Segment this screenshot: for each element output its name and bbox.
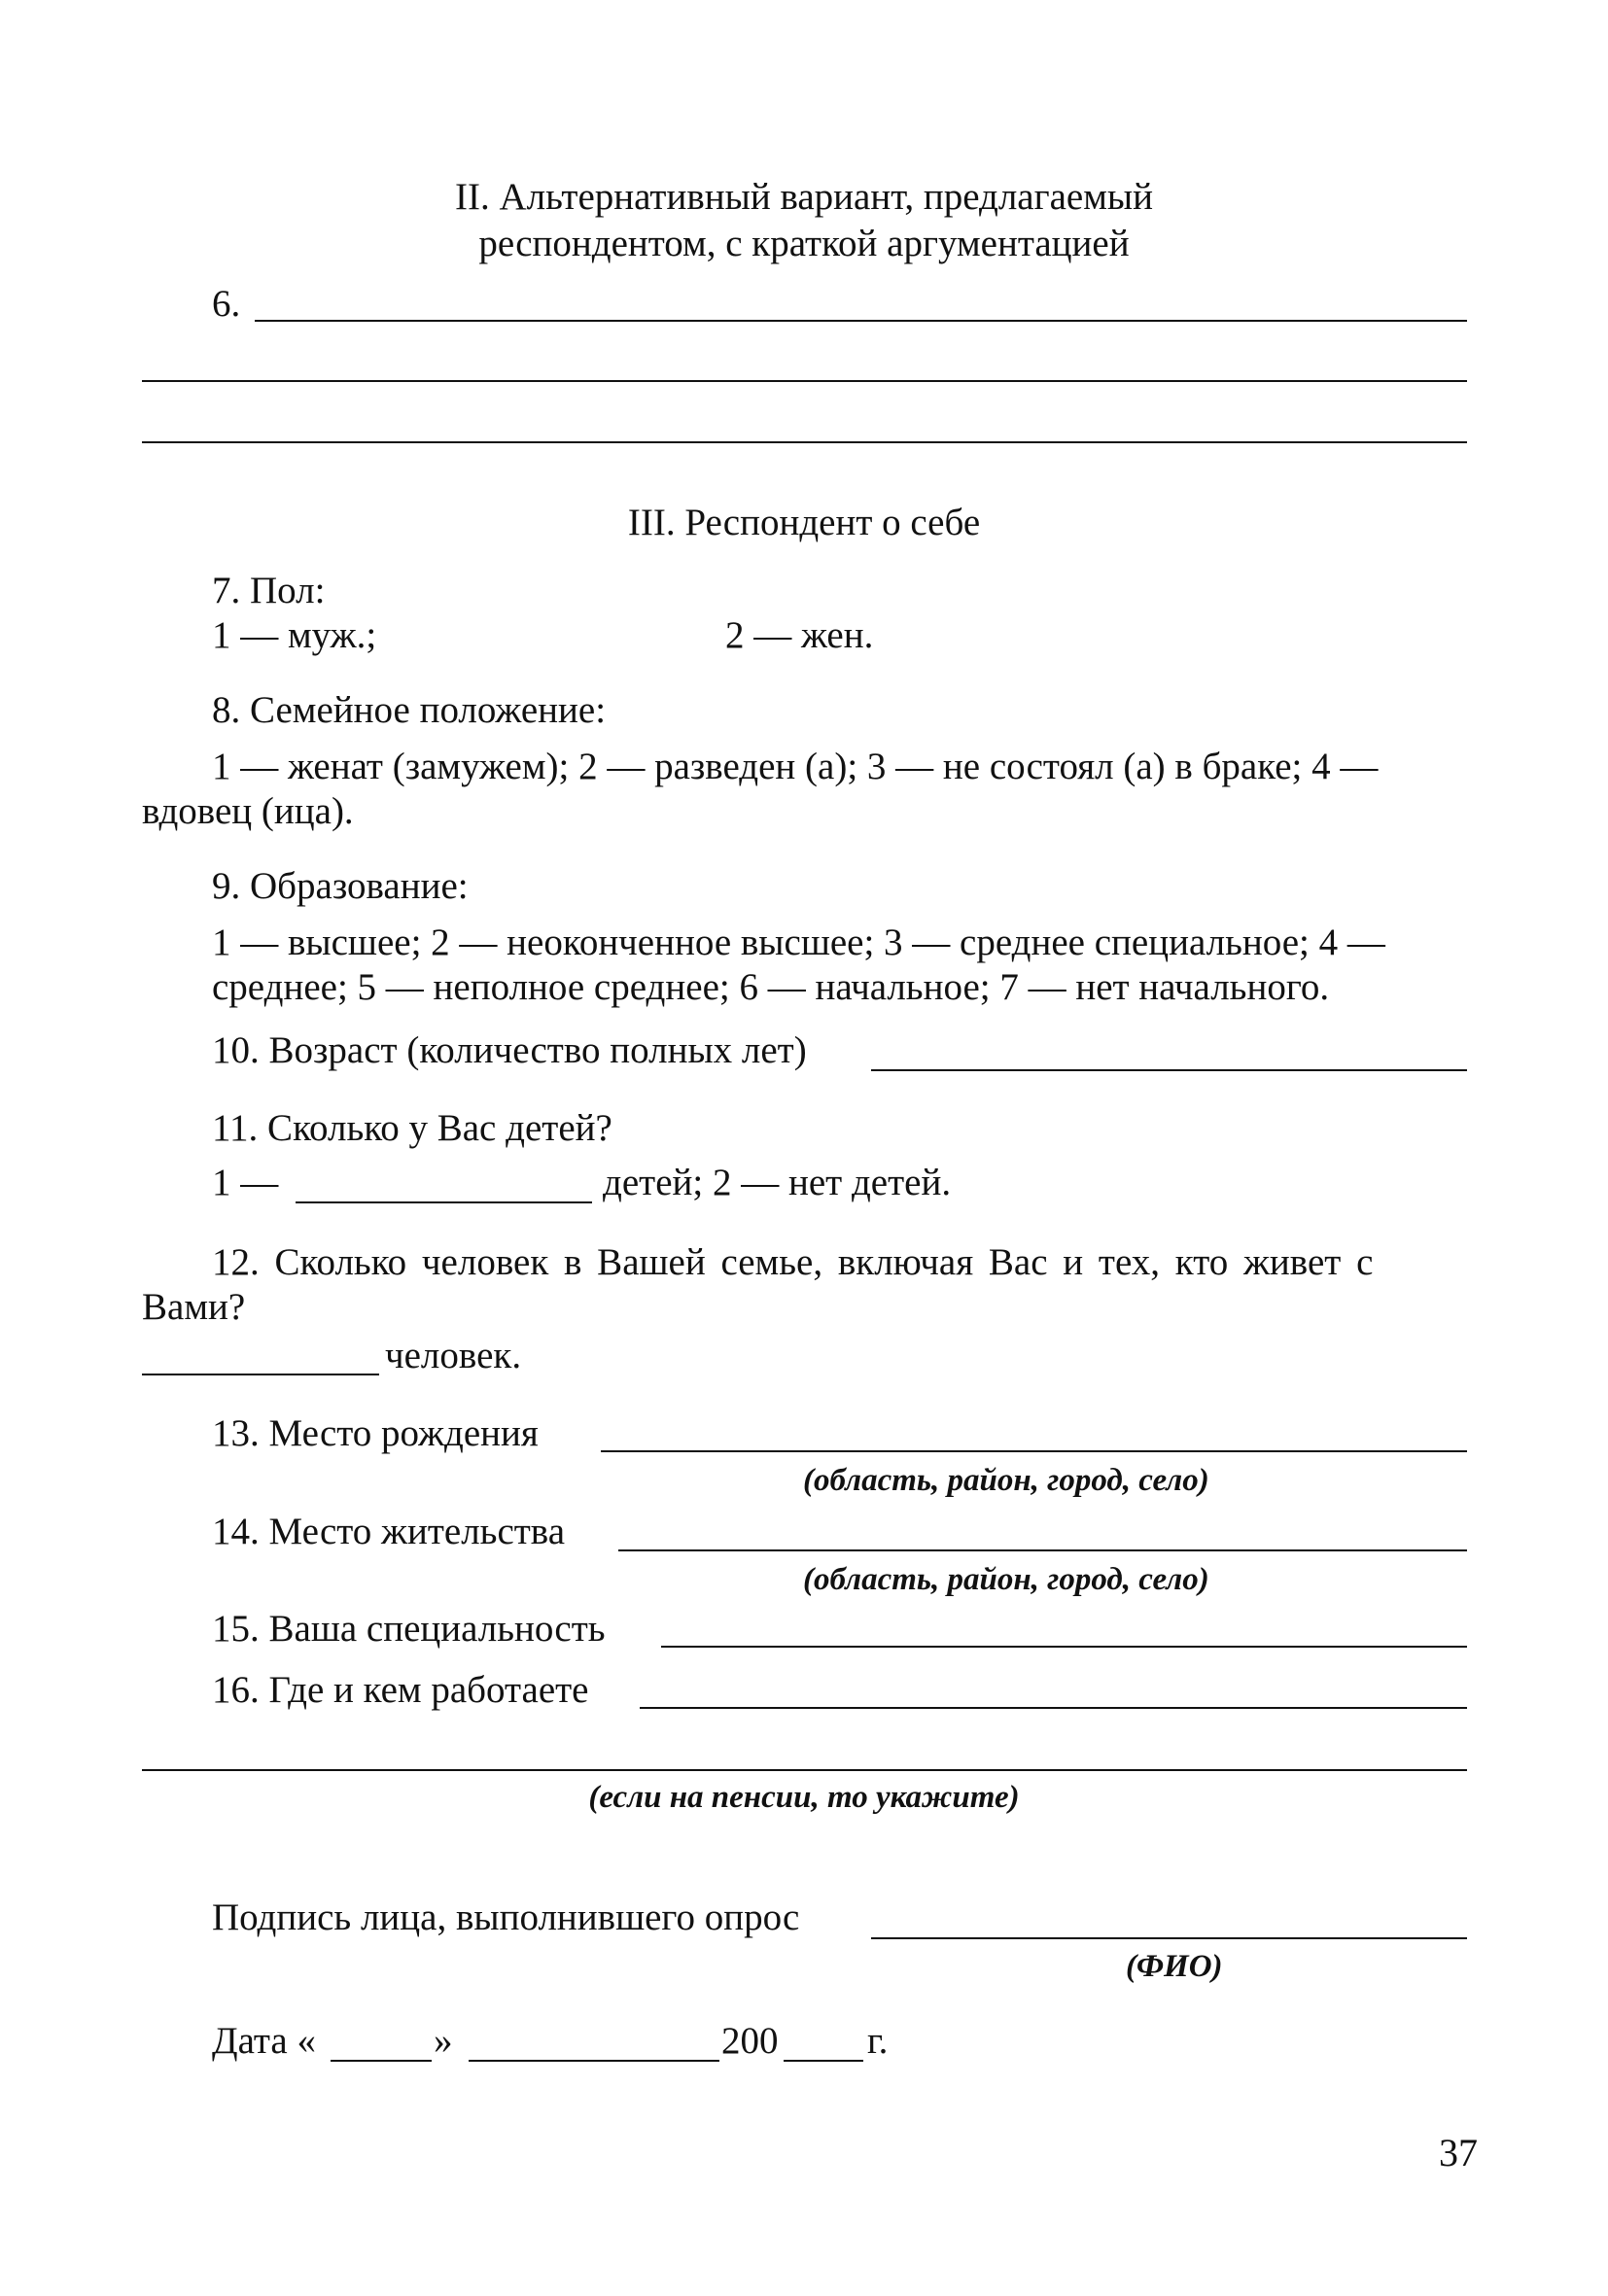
q11-children-count-field[interactable] xyxy=(296,1201,592,1203)
q10-label: 10. Возраст (количество полных лет) xyxy=(212,1029,807,1071)
q14-label: 14. Место жительства xyxy=(212,1511,566,1552)
section-2-title-line-1: II. Альтернативный вариант, предлагаемый xyxy=(455,176,1153,218)
q12-family-size-field[interactable] xyxy=(142,1374,379,1375)
q6-label: 6. xyxy=(212,283,241,325)
q9-options-line-1: 1 — высшее; 2 — неоконченное высшее; 3 — среднее специальное; 4 — xyxy=(212,922,1385,963)
section-3-title: III. Респондент о себе xyxy=(627,502,981,543)
q6-answer-line-1[interactable] xyxy=(255,320,1467,322)
q13-birthplace-field[interactable] xyxy=(601,1450,1467,1452)
section-2-title-line-2: респондентом, с краткой аргументацией xyxy=(478,223,1130,264)
date-label: Дата « xyxy=(212,2020,316,2062)
q7-option-female[interactable]: 2 — жен. xyxy=(725,614,874,656)
q11-option-suffix: детей; 2 — нет детей. xyxy=(603,1162,952,1203)
date-month-field[interactable] xyxy=(469,2060,719,2062)
date-quote-close: » xyxy=(434,2020,453,2062)
signature-field[interactable] xyxy=(871,1937,1467,1939)
signature-hint: (ФИО) xyxy=(1126,1949,1223,1984)
q7-label: 7. Пол: xyxy=(212,570,326,611)
q10-age-field[interactable] xyxy=(871,1069,1467,1071)
q11-option-prefix: 1 — xyxy=(212,1162,279,1203)
q15-label: 15. Ваша специальность xyxy=(212,1608,606,1650)
q14-hint: (область, район, город, село) xyxy=(803,1562,1209,1597)
q8-label: 8. Семейное положение: xyxy=(212,689,607,731)
q8-options-line-2: вдовец (ица). xyxy=(142,790,354,832)
date-year-prefix: 200 xyxy=(721,2020,779,2062)
q12-question-line-1: 12. Сколько человек в Вашей семье, включая Вас и тех, кто живет с xyxy=(212,1241,1374,1283)
q15-specialty-field[interactable] xyxy=(661,1646,1467,1648)
q16-hint: (если на пенсии, то укажите) xyxy=(588,1780,1020,1815)
q16-label: 16. Где и кем работаете xyxy=(212,1669,589,1711)
q16-work-field-line-2[interactable] xyxy=(142,1769,1467,1771)
q16-work-field-line-1[interactable] xyxy=(640,1707,1467,1709)
q6-answer-line-3[interactable] xyxy=(142,441,1467,443)
q11-label: 11. Сколько у Вас детей? xyxy=(212,1107,612,1149)
page-number: 37 xyxy=(1439,2131,1478,2174)
q9-label: 9. Образование: xyxy=(212,865,469,907)
q7-option-male[interactable]: 1 — муж.; xyxy=(212,614,377,656)
q12-question-line-2: Вами? xyxy=(142,1286,246,1328)
q12-suffix: человек. xyxy=(385,1335,522,1376)
q9-options-line-2: среднее; 5 — неполное среднее; 6 — начальное; 7 — нет начального. xyxy=(212,966,1330,1008)
q6-answer-line-2[interactable] xyxy=(142,380,1467,382)
q14-residence-field[interactable] xyxy=(618,1549,1467,1551)
q8-options-line-1: 1 — женат (замужем); 2 — разведен (а); 3 — не состоял (а) в браке; 4 — xyxy=(212,746,1379,787)
date-year-suffix: г. xyxy=(867,2020,889,2062)
date-year-field[interactable] xyxy=(784,2060,863,2062)
q13-label: 13. Место рождения xyxy=(212,1412,539,1454)
date-day-field[interactable] xyxy=(331,2060,432,2062)
signature-label: Подпись лица, выполнившего опрос xyxy=(212,1896,800,1938)
q13-hint: (область, район, город, село) xyxy=(803,1463,1209,1498)
